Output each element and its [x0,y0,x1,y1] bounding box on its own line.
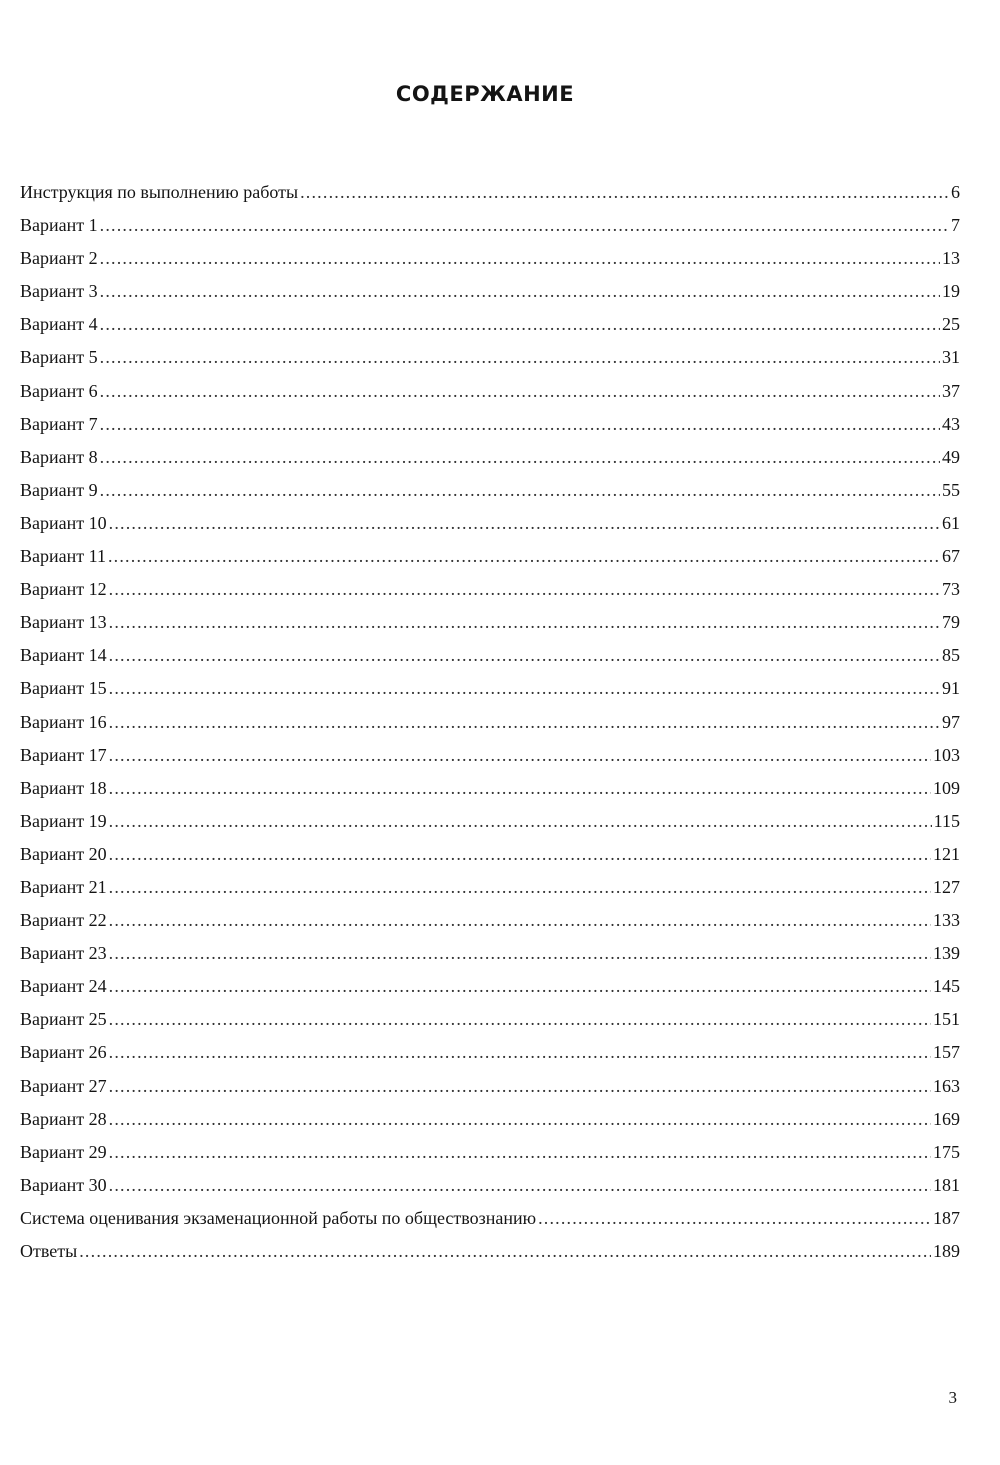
dot-leader [109,871,931,904]
dot-leader [109,904,931,937]
toc-entry-page-number: 6 [951,182,960,202]
toc-entry [20,805,960,838]
toc-entry [20,838,960,871]
toc-entry-page-number: 121 [933,843,960,864]
toc-entry-page-number: 169 [933,1108,960,1129]
dot-leader [109,507,940,540]
toc-entry-page-number: 61 [942,512,960,533]
dot-leader [100,441,940,474]
dot-leader [109,606,940,639]
page-number: 3 [948,1388,957,1407]
dot-leader [100,275,940,308]
toc-entry-label: Вариант 29 [20,1141,107,1162]
toc-entry [20,970,960,1003]
toc-entry-page-number: 127 [933,876,960,897]
toc-entry-page-number: 13 [942,248,960,269]
toc-entry [20,706,960,739]
toc-entry-label: Вариант 11 [20,546,106,567]
toc-entry-label: Вариант 23 [20,943,107,964]
toc-entry-label: Вариант 4 [20,314,98,335]
dot-leader [100,375,940,408]
toc-entry-label: Вариант 15 [20,678,107,699]
toc-entry-label: Вариант 21 [20,876,107,897]
toc-entry [20,1036,960,1069]
page-title: СОДЕРЖАНИЕ [395,82,575,106]
dot-leader [100,242,940,275]
toc-entry [20,1103,960,1136]
toc-entry [20,1136,960,1169]
toc-entry-page-number: 145 [933,976,960,997]
toc-entry-label: Вариант 25 [20,1009,107,1030]
toc-entry-label: Вариант 13 [20,612,107,633]
toc-entry-label: Вариант 27 [20,1075,107,1096]
toc-entry [20,474,960,507]
toc-entry-label: Вариант 17 [20,744,107,765]
toc-entry-page-number: 19 [942,281,960,302]
dot-leader [79,1235,931,1268]
toc-entry [20,242,960,275]
toc-entry-label: Вариант 22 [20,910,107,931]
toc-entry-page-number: 163 [933,1075,960,1096]
toc-entry-page-number: 103 [933,744,960,765]
dot-leader [109,805,932,838]
dot-leader [109,970,931,1003]
toc-entry-label: Вариант 18 [20,777,107,798]
toc-entry-label: Вариант 20 [20,843,107,864]
dot-leader [109,1103,931,1136]
toc-entry-page-number: 109 [933,777,960,798]
toc-entry [20,1003,960,1036]
toc-entry-label: Вариант 16 [20,711,107,732]
dot-leader [109,639,940,672]
toc-entry-label: Вариант 3 [20,281,98,302]
toc-entry [20,1202,960,1235]
toc-entry [20,375,960,408]
toc-entry-page-number: 31 [942,347,960,368]
toc-entry [20,540,960,573]
toc-entry [20,937,960,970]
dot-leader [538,1202,931,1235]
toc-entry-page-number: 37 [942,380,960,401]
dot-leader [109,1036,931,1069]
toc-entry [20,904,960,937]
toc-entry-label: Вариант 10 [20,512,107,533]
toc-entry-label: Вариант 1 [20,215,98,236]
toc-entry-page-number: 79 [942,612,960,633]
toc-entry-page-number: 133 [933,910,960,931]
toc-entry-page-number: 181 [933,1174,960,1195]
toc-entry-page-number: 43 [942,413,960,434]
dot-leader [109,706,940,739]
toc-entry-page-number: 151 [933,1009,960,1030]
toc-entry-label: Вариант 9 [20,479,98,500]
toc-entry-label: Вариант 2 [20,248,98,269]
toc-entry [20,341,960,374]
toc-entry-label: Вариант 8 [20,446,98,467]
dot-leader [109,739,931,772]
toc-entry [20,308,960,341]
dot-leader [109,1136,931,1169]
toc-entry-label: Вариант 5 [20,347,98,368]
dot-leader [109,573,940,606]
dot-leader [100,209,948,242]
toc-entry-label: Инструкция по выполнению работы [20,182,299,202]
toc-entry-page-number: 157 [933,1042,960,1063]
dot-leader [109,937,931,970]
toc-entry-label: Вариант 19 [20,810,107,831]
toc-entry-page-number: 7 [951,215,960,236]
toc-entry [20,408,960,441]
dot-leader [109,1003,931,1036]
toc-entry [20,1235,960,1268]
dot-leader [100,341,940,374]
toc-entry [20,871,960,904]
dot-leader [109,672,940,705]
toc-entry [20,639,960,672]
toc-entry-page-number: 73 [942,579,960,600]
toc-entry-label: Вариант 7 [20,413,98,434]
toc-entry-page-number: 175 [933,1141,960,1162]
toc-entry-label: Вариант 28 [20,1108,107,1129]
toc-entry [20,176,960,209]
toc-entry-page-number: 91 [942,678,960,699]
toc-entry-page-number: 115 [933,810,960,831]
toc-entry-page-number: 139 [933,943,960,964]
toc-entry [20,1169,960,1202]
toc-entry-page-number: 85 [942,645,960,666]
dot-leader [300,176,948,209]
toc-entry-page-number: 25 [942,314,960,335]
toc-entry [20,1070,960,1103]
toc-entry-label: Вариант 24 [20,976,107,997]
toc-entry [20,507,960,540]
toc-entry [20,672,960,705]
toc-entry-label: Вариант 30 [20,1174,107,1195]
dot-leader [109,1070,931,1103]
toc-entry-page-number: 187 [933,1207,960,1228]
toc-entry [20,739,960,772]
toc-entry [20,772,960,805]
toc-entry-page-number: 189 [933,1241,960,1261]
toc-entry-label: Ответы [20,1241,78,1261]
dot-leader [109,1169,931,1202]
toc-entry [20,606,960,639]
table-of-contents [20,176,960,1268]
toc-entry-label: Вариант 14 [20,645,107,666]
toc-entry-page-number: 55 [942,479,960,500]
dot-leader [100,474,940,507]
toc-entry-label: Вариант 26 [20,1042,107,1063]
dot-leader [100,408,940,441]
toc-entry-label: Вариант 12 [20,579,107,600]
dot-leader [109,838,931,871]
toc-entry [20,209,960,242]
dot-leader [109,772,931,805]
toc-entry [20,275,960,308]
dot-leader [100,308,940,341]
toc-entry-page-number: 49 [942,446,960,467]
toc-entry-label: Система оценивания экзаменационной работы по обществознанию [20,1207,537,1228]
dot-leader [108,540,940,573]
toc-entry-page-number: 67 [942,546,960,567]
toc-entry-page-number: 97 [942,711,960,732]
toc-entry-label: Вариант 6 [20,380,98,401]
toc-entry [20,441,960,474]
toc-entry [20,573,960,606]
